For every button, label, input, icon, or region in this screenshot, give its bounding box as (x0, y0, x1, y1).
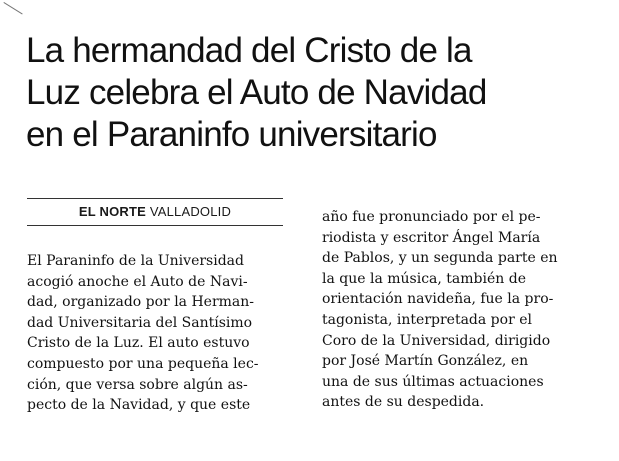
byline-source: EL NORTE (78, 204, 147, 219)
body-line: dad, organizado por la Herman- (27, 294, 255, 311)
body-line: Coro de la Universidad, dirigido (322, 332, 551, 349)
body-column-right (322, 207, 597, 413)
body-line: tagonista, interpretada por el (322, 311, 532, 328)
body-line: compuesto por una pequeña lec- (27, 355, 259, 372)
body-line: riodista y escritor Ángel María (322, 229, 541, 246)
body-line: por José Martín González, en (322, 353, 529, 370)
body-line: año fue pronunciado por el pe- (322, 209, 541, 225)
body-line: la que la música, también de (322, 270, 526, 287)
body-line: de Pablos, y un segunda parte en (322, 250, 558, 267)
byline-location: VALLADOLID (149, 204, 232, 219)
byline-rule-bottom (27, 225, 283, 226)
body-line: una de sus últimas actuaciones (322, 373, 544, 390)
body-line: antes de su despedida. (322, 394, 485, 411)
body-line: pecto de la Navidad, y que este (27, 397, 251, 414)
headline-line: en el Paraninfo universitario (26, 115, 437, 154)
body-column-left (27, 251, 289, 416)
body-line: Cristo de la Luz. El auto estuvo (27, 335, 250, 352)
headline (26, 30, 606, 156)
body-line: orientación navideña, fue la pro- (322, 291, 554, 308)
headline-line: La hermandad del Cristo de la (26, 31, 472, 70)
byline (27, 204, 283, 219)
body-line: acogió anoche el Auto de Navi- (27, 273, 248, 290)
body-line: dad Universitaria del Santísimo (27, 314, 253, 331)
scan-corner-mark (3, 2, 22, 15)
body-line: El Paraninfo de la Universidad (27, 253, 244, 269)
byline-rule-top (27, 198, 283, 199)
headline-line: Luz celebra el Auto de Navidad (26, 73, 487, 112)
body-line: ción, que versa sobre algún as- (27, 376, 248, 393)
